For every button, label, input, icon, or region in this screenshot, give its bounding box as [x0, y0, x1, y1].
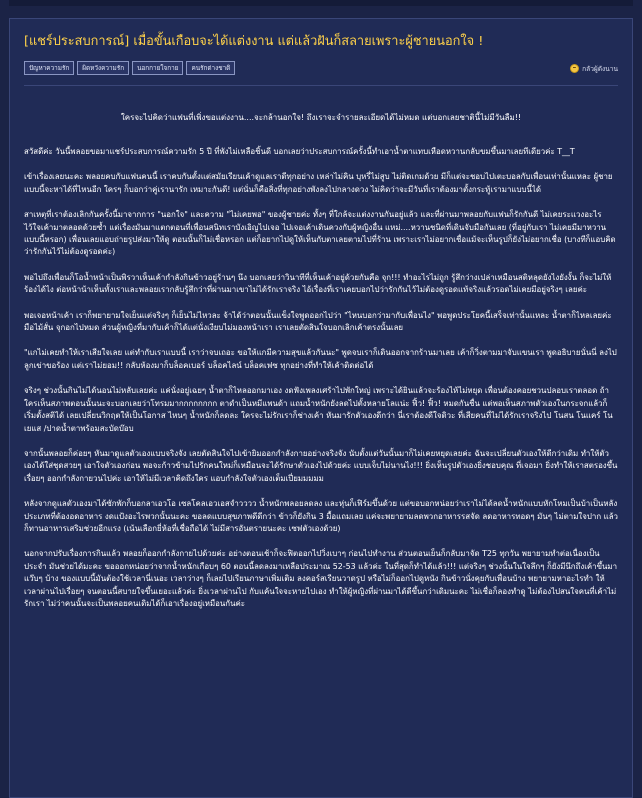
post-intro: ใครจะไปคิดว่าแฟนที่เพิ่งขอแต่งงาน....จะกล้านอกใจ! ถึงเราจะจำรายละเอียดได้ไม่หมด แต่บอกเลยชาตินี้ไม่มีวันลืม!!	[120, 113, 522, 122]
tag[interactable]: ผิดหวังความรัก	[77, 61, 129, 75]
page	[9, 0, 633, 798]
paragraph: "แกไม่เคยทำให้เราเสียใจเลย แต่ทำกับเราแบบนี้ เราว่าจบเถอะ ขอให้แกมีความสุขแล้วกันนะ" พูดจบเราก็เดินออกจากร้านมาเลย เค้าก็วิ่งตามมาจับแขนเรา พูดอธิบายนั่นนี่ ลงไปลูกเข่าขอร้อง แต่เราไม่ยอม!! กลับห้องมาก็บล็อคเบอร์ บล็อคไลน์ บล็อคเฟซ ทุกอย่างที่ทำให้เค้าติดต่อได้	[24, 348, 617, 370]
post-title: [แชร์ประสบการณ์] เมื่อขั้นเกือบจะได้แต่งงาน แต่แล้วฝันก็สลายเพราะผู้ชายนอกใจ !	[24, 34, 484, 49]
paragraph: หลังจากดูแลตัวเองมาได้ซักพักก็บอกลาเอวโอ เซลโคลเอวเอสจำวววว น้ำหนักพลอยลดลง และหุ่นก็เฟิร์มขึ้นด้วย แต่ขอบอกหน่อยว่าเราไม่ได้ลดน้ำหนักแบบหักโหมเป็นบ้าเป็นหลัง ประเภทที่ต้องอดอาหาร งดแป้งอะไรพวกนั้นนะคะ ขอลดแบบสุขภาพดีดีกว่า ข้าวก็ยังกิน 3 มื้อแถมเลย แค่จะพยายามลดพวกอาหารรสจัด ลดอาหารทอดๆ มันๆ ไม่ตามใจปาก แล้วก็ทานอาหารเสริมช่วยอีกแรง (เน้นเลือกยี่ห้อที่เชื่อถือได้ ไม่มีสารอันตรายนะคะ เซฟตัวเองด้วย)	[24, 499, 618, 533]
post-body	[10, 124, 632, 610]
reaction-label: กลัวผู้ดังนาน	[582, 64, 618, 73]
reaction-button[interactable]	[570, 63, 618, 74]
paragraph: พอเจอหน้าเค้า เราก็พยายามใจเย็นแต่จริงๆ ก็เย็นไม่ไหวละ จ้าได้ว่าตอนนั้นแข็งใจพูดออกไปว่า "ไหนบอกว่ามากับเพื่อนไง" พอพูดประโยคนี้เสร็จเท่านั้นแหละ น้ำตาก็ไหลเลยค่ะ มือไม้สั่น จุกอกไปหมด ส่วนผู้หญิงที่มากับเค้าก็ได้แต่นั่งเงียบไม่มองหน้าเรา เราเลยตัดสินใจบอกเลิกเค้าตรงนั้นเลย	[24, 310, 612, 333]
paragraph: จริงๆ ช่วงนั้นกินไม่ได้นอนไม่หลับเลยค่ะ แค่นั่งอยู่เฉยๆ น้ำตาก็ไหลออกมาเอง งดฟังเพลงเศร้าไปพักใหญ่ เพราะได้ยินแล้วจะร้องไห้ไม่หยุด เพื่อนต้องคอยชวนปลอบเราตลอด ถ้าใครเห็นสภาพตอนนั้นนะจะบอกเลยว่าโทรมมากกกกกกกก ตาดำเป็นหมีแพนด้า แถมน้ำหนักยังลดไปตั้งหลายโลแน่ะ ฟิ้ว! ฟิ้ว! หมดกันชื่น แต่พอเห็นสภาพตัวเองในกระจกแล้วก็เริ่มตั้งสติได้ เลยเปลี่ยนวิกฤตให้เป็นโอกาส ไหนๆ น้ำหนักก็ลดละ ใครจะไม่รักเราก็ช่างเค้า หันมารักตัวเองดีกว่า นี่เราต้องดีใจดิวะ ที่เสียคนที่ไม่ได้รักเราจริงไป โนสน โนแคร์ โนเยแส /ปาดน้ำตาพร้อมสะบัดบ๊อบ	[24, 386, 613, 433]
paragraph: เข้าเรื่องเลยนะคะ พลอยคบกับแฟนคนนี้ เราคบกันตั้งแต่สมัยเรียนเค้าดูแลเราดีทุกอย่าง เหล่าไม่คิน บุหรี่ไม่สูบ ไม่ติดเกมด้วย มีก็แต่จะชอบไปเตะบอลกับเพื่อนเท่านั้นแหละ ผู้ชายแบบนี้จะหาได้ที่ไหนอีก ใครๆ ก็บอกว่าคู่เรานารัก เหมาะกันดี! แต่นั่นก็คือสิ่งที่ทุกอย่างพังลงไปกลางดวง ไม่คิดว่าจะมีวันที่เราต้องมาตั้งกระทู้เรามาแบบนี้ได้	[24, 172, 613, 194]
paragraph: นอกจากปรับเรื่องการกินแล้ว พลอยก็ออกกำลังกายไปด้วยค่ะ อย่างตอนเช้าก็จะฟิตออกไปวิ่งเบาๆ ก่อนไปทำงาน ส่วนตอนเย็นก็กลับมาจัด T25 ทุกวัน พยายามทำต่อเนื่องเป็นประจำ มันช่วยได้มะคะ ขอออกหน่อยว่าจากน้ำหนักเกือบๆ 60 ตอนนี้ลดลงมาเหลือประมาณ 52-53 แล้วค่ะ ในที่สุดก็ทำได้แล้ว!!! แต่จริงๆ ช่วงนั้นในใจลึกๆ ก็ยังมีนึกถึงเค้าขึ้นมาแว๊บๆ บ้าง ของแบบนี้มันต้องใช้เวลานี่เนอะ เวลาว่างๆ ก็เลยไปเรียนภาษาเพิ่มเติม ลงคอร์สเรียนวาดรูป หรือไม่ก็ออกไปดูหนัง กินข้าวนั่งคุยกับเพื่อนบ้าง พยายามหาอะไรทำ ให้เวลาผ่านไปเรื่อยๆ จนตอนนี้สบายใจขึ้นเยอะแล้วค่ะ ยิ่งเวลาผ่านไป กับแค้นใจจะหายไปเอง ทำให้ผู้หญิงที่ผ่านมาได้ดีขึ้นกว่าเดิมนะคะ ไม่เชื่อก็ลองทำดู ไม่ต้องไปสนใจคนที่เค้าไม่รักเรา ไม่ว่าคนนั้นจะเป็นพลอยคนเดิมได้ก็เอาเรื่องอยู่เหมือนกันค่ะ	[24, 549, 618, 608]
tag[interactable]: ปัญหาความรัก	[24, 61, 74, 75]
post-card	[9, 18, 633, 798]
emoji-face-icon	[570, 64, 579, 73]
tag[interactable]: คนรักต่างชาติ	[186, 61, 235, 75]
paragraph: พอไปถึงเพื่อนก็โอน้ำหน้าเป็นพิรวาเห็นเค้ากำลังกินข้าวอยู่ร้านๆ นึง บอกเลยว่าวินาทีที่เห็นเค้าอยู่ด้วยกันคือ จุก!!! ทำอะไรไม่ถูก รู้สึกว่างเปล่าเหมือนสติหลุดยังไงยังงั้น ก็จะไม่ให้ร้องได้ไง ต่อหน้าน้าเห็นทั้งเราและพลอยเรากลับรู้สึกว่าที่ผ่านมาเขาไม่ได้รักเราจริง ไอ้เรื่องที่เราเคยบอกไปว่ารักกันไว้ไม่ต้องดูรอดแท้จริงแล้วรอดไม่เคยมีอยู่จริงๆ เลยค่ะ	[24, 272, 612, 295]
tag-list	[24, 61, 235, 75]
paragraph: จากนั้นพลอยก็ค่อยๆ หันมาดูแลตัวเองแบบจริงจัง เลยตัดสินใจไปเข้ายิมออกกำลังกายอย่างจริงจัง นับตั้งแต่วันนั้นมาก็ไม่เคยหยุดเลยค่ะ ฉันจะเปลี่ยนตัวเองให้ดีกว่าเดิม ทำให้ตัวเองได้ใส่ชุดสวยๆ เอาใจตัวเองก่อน พอจะก้าวข้ามไปรักคนใหม่ก็เหมือนจะได้รักษาตัวเองไปด้วยค่ะ แบบเจ็บไม่นานไง!!! ยิ่งเห็นรูปตัวเองยิ่งชอบคุณ ที่เจอมา ยิ่งทำให้เราสตรองขึ้นเรื่อยๆ ออกกำลังกายวนไปค่ะ เอาให้ไม่มีเวลาคิดถึงใคร แอบกำลังใจตัวเองเต็มเปี่ยมมมมม	[24, 448, 618, 483]
top-strip	[9, 0, 633, 6]
paragraph: สาเหตุที่เราต้องเลิกกันครั้งนี้มาจากการ "นอกใจ" และความ "ไม่เคยพอ" ของผู้ชายค่ะ ทั้งๆ ที่ใกล้จะแต่งงานกันอยู่แล้ว และที่ผ่านมาพลอยกับแฟนก็รักกันดี ไม่เคยระแวงอะไร ไว้ใจเค้ามาตลอดด้วยซ้ำ แต่เรื่องมันมาแตกตอนที่เพื่อนสนิทเราบังเอิญไปเจอ ไปเจอเค้าเดินควงกับผู้หญิงอื่น แหม่....หวานชนิดที่เดินจับมือกันเลย (ที่อยู่กับเรา ไม่เคยมีมาหวานแบบนี้หรอก) เพื่อนเลยแอบถ่ายรูปส่งมาให้ดู ตอนนั้นก็ไม่เชื่อหรอก แต่ก็อยากไปดูให้เห็นกับตาเลยตามไปที่ร้าน เพราะเราไม่อยากเชื่อแม้จะเห็นรูปก็ยังไม่อยากเชื่อ (บางทีก็แอบคิดว่ารักกันไว้ไม่ต้องดูรอดค่ะ)	[24, 210, 616, 257]
paragraph: สวัสดีค่ะ วันนี้พลอยขอมาแชร์ประสบการณ์ความรัก 5 ปี ที่พังไม่เหลือชิ้นดี บอกเลยว่าประสบการณ์ครั้งนี้ทำเอาน้ำตาแทบเหือดหวานกลับขมขึ้นมาเลยทีเดียวค่ะ T__T	[24, 147, 575, 156]
post-meta	[10, 51, 632, 75]
tag[interactable]: นอกกายใจกาย	[132, 61, 183, 75]
